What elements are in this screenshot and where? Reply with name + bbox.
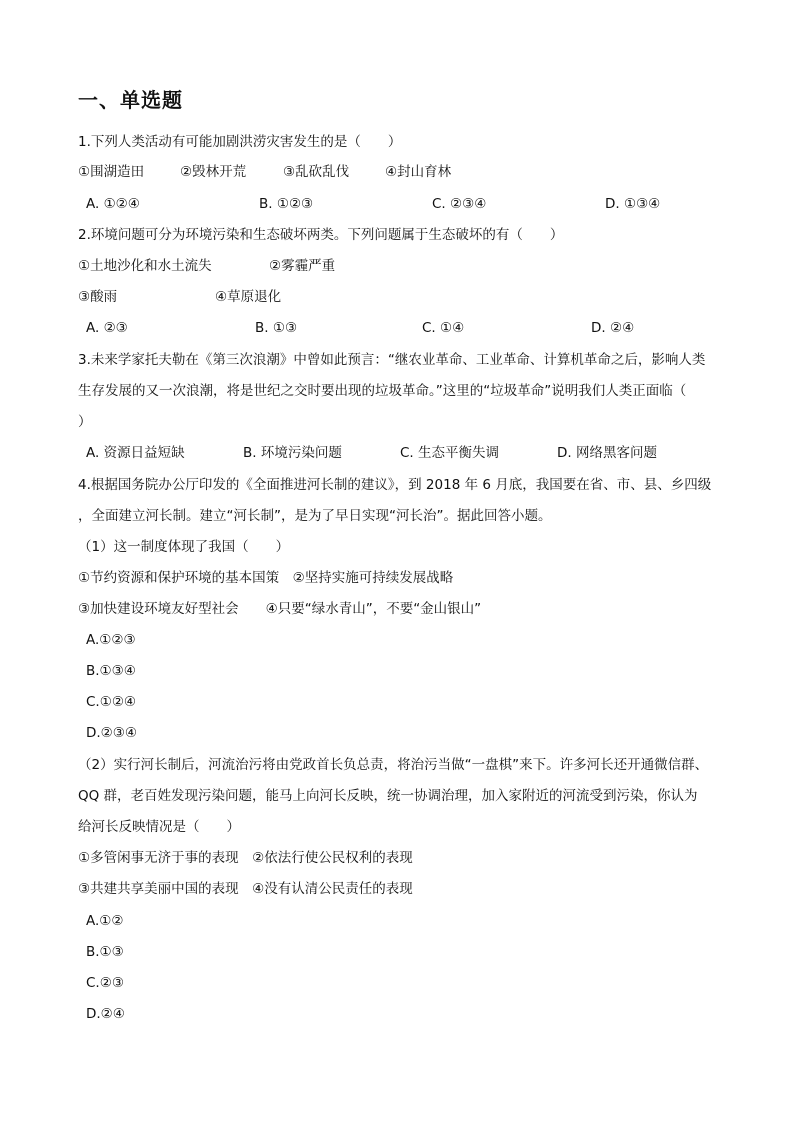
q4-1-option-a[interactable]: A.①②③: [86, 632, 136, 648]
question-4-1-items-row1: ①节约资源和保护环境的基本国策 ②坚持实施可持续发展战略: [78, 570, 454, 586]
question-4-2-stem-line3: 给河长反映情况是（ ）: [78, 819, 240, 835]
q4-2-option-b[interactable]: B.①③: [86, 944, 124, 960]
question-1-items: [78, 162, 698, 182]
q1-item: ③乱砍乱伐: [283, 164, 350, 180]
question-1-stem: 1.下列人类活动有可能加剧洪涝灾害发生的是（ ）: [78, 134, 402, 150]
q4-2-option-c[interactable]: C.②③: [86, 975, 124, 991]
question-1-options: [86, 194, 706, 214]
q4-2-option-a[interactable]: A.①②: [86, 913, 124, 929]
question-4-2-items-row1: ①多管闲事无济于事的表现 ②依法行使公民权利的表现: [78, 850, 413, 866]
q1-option-d[interactable]: D. ①③④: [605, 196, 661, 212]
question-4-2-items-row2: ③共建共享美丽中国的表现 ④没有认清公民责任的表现: [78, 881, 413, 897]
question-3-stem-line3: ）: [78, 414, 92, 430]
q2-option-a[interactable]: A. ②③: [86, 320, 128, 336]
q4-2-option-d[interactable]: D.②④: [86, 1006, 125, 1022]
question-2-options: [86, 318, 706, 338]
question-4-2-stem-line2: QQ 群，老百姓发现污染问题，能马上向河长反映，统一协调治理，加入家附近的河流受到污染，你认为: [78, 788, 698, 804]
question-4-2-stem-line1: （2）实行河长制后，河流治污将由党政首长负总责，将治污当做“一盘棋”来下。许多河长还开通微信群、: [78, 757, 709, 773]
question-4-1-stem: （1）这一制度体现了我国（ ）: [78, 539, 290, 555]
q3-option-c[interactable]: C. 生态平衡失调: [400, 445, 500, 461]
q2-option-d[interactable]: D. ②④: [591, 320, 635, 336]
q4-1-option-d[interactable]: D.②③④: [86, 725, 137, 741]
q2-item: ①土地沙化和水土流失: [78, 258, 212, 274]
q1-item: ①围湖造田: [78, 164, 145, 180]
question-4-stem-line2: ，全面建立河长制。建立“河长制”，是为了早日实现“河长治”。据此回答小题。: [78, 508, 552, 524]
question-4-stem-line1: 4.根据国务院办公厅印发的《全面推进河长制的建议》，到 2018 年 6 月底，我国要在省、市、县、乡四级: [78, 477, 712, 493]
q2-option-b[interactable]: B. ①③: [255, 320, 298, 336]
q3-option-d[interactable]: D. 网络黑客问题: [557, 445, 657, 461]
q2-item: ②雾霾严重: [269, 258, 336, 274]
q4-1-option-c[interactable]: C.①②④: [86, 694, 137, 710]
question-2-items-row2: [78, 287, 698, 307]
q1-option-b[interactable]: B. ①②③: [259, 196, 314, 212]
question-3-stem-line1: 3.未来学家托夫勒在《第三次浪潮》中曾如此预言：“继农业革命、工业革命、计算机革命之后，影响人类: [78, 352, 706, 368]
q3-option-a[interactable]: A. 资源日益短缺: [86, 445, 185, 461]
q2-option-c[interactable]: C. ①④: [422, 320, 465, 336]
q3-option-b[interactable]: B. 环境污染问题: [243, 445, 342, 461]
section-title: 一、单选题: [78, 88, 183, 112]
q4-1-option-b[interactable]: B.①③④: [86, 663, 136, 679]
question-3-options: [86, 443, 706, 463]
question-3-stem-line2: 生存发展的又一次浪潮，将是世纪之交时要出现的垃圾革命。”这里的“垃圾革命”说明我们人类正面临（: [78, 383, 687, 399]
question-4-1-items-row2: ③加快建设环境友好型社会 ④只要“绿水青山”，不要“金山银山”: [78, 601, 482, 617]
q2-item: ③酸雨: [78, 289, 118, 305]
q1-option-a[interactable]: A. ①②④: [86, 196, 140, 212]
question-2-stem: 2.环境问题可分为环境污染和生态破坏两类。下列问题属于生态破坏的有（ ）: [78, 227, 564, 243]
q2-item: ④草原退化: [215, 289, 282, 305]
question-2-items-row1: [78, 256, 698, 276]
q1-item: ④封山育林: [385, 164, 452, 180]
q1-option-c[interactable]: C. ②③④: [432, 196, 487, 212]
q1-item: ②毁林开荒: [180, 164, 247, 180]
